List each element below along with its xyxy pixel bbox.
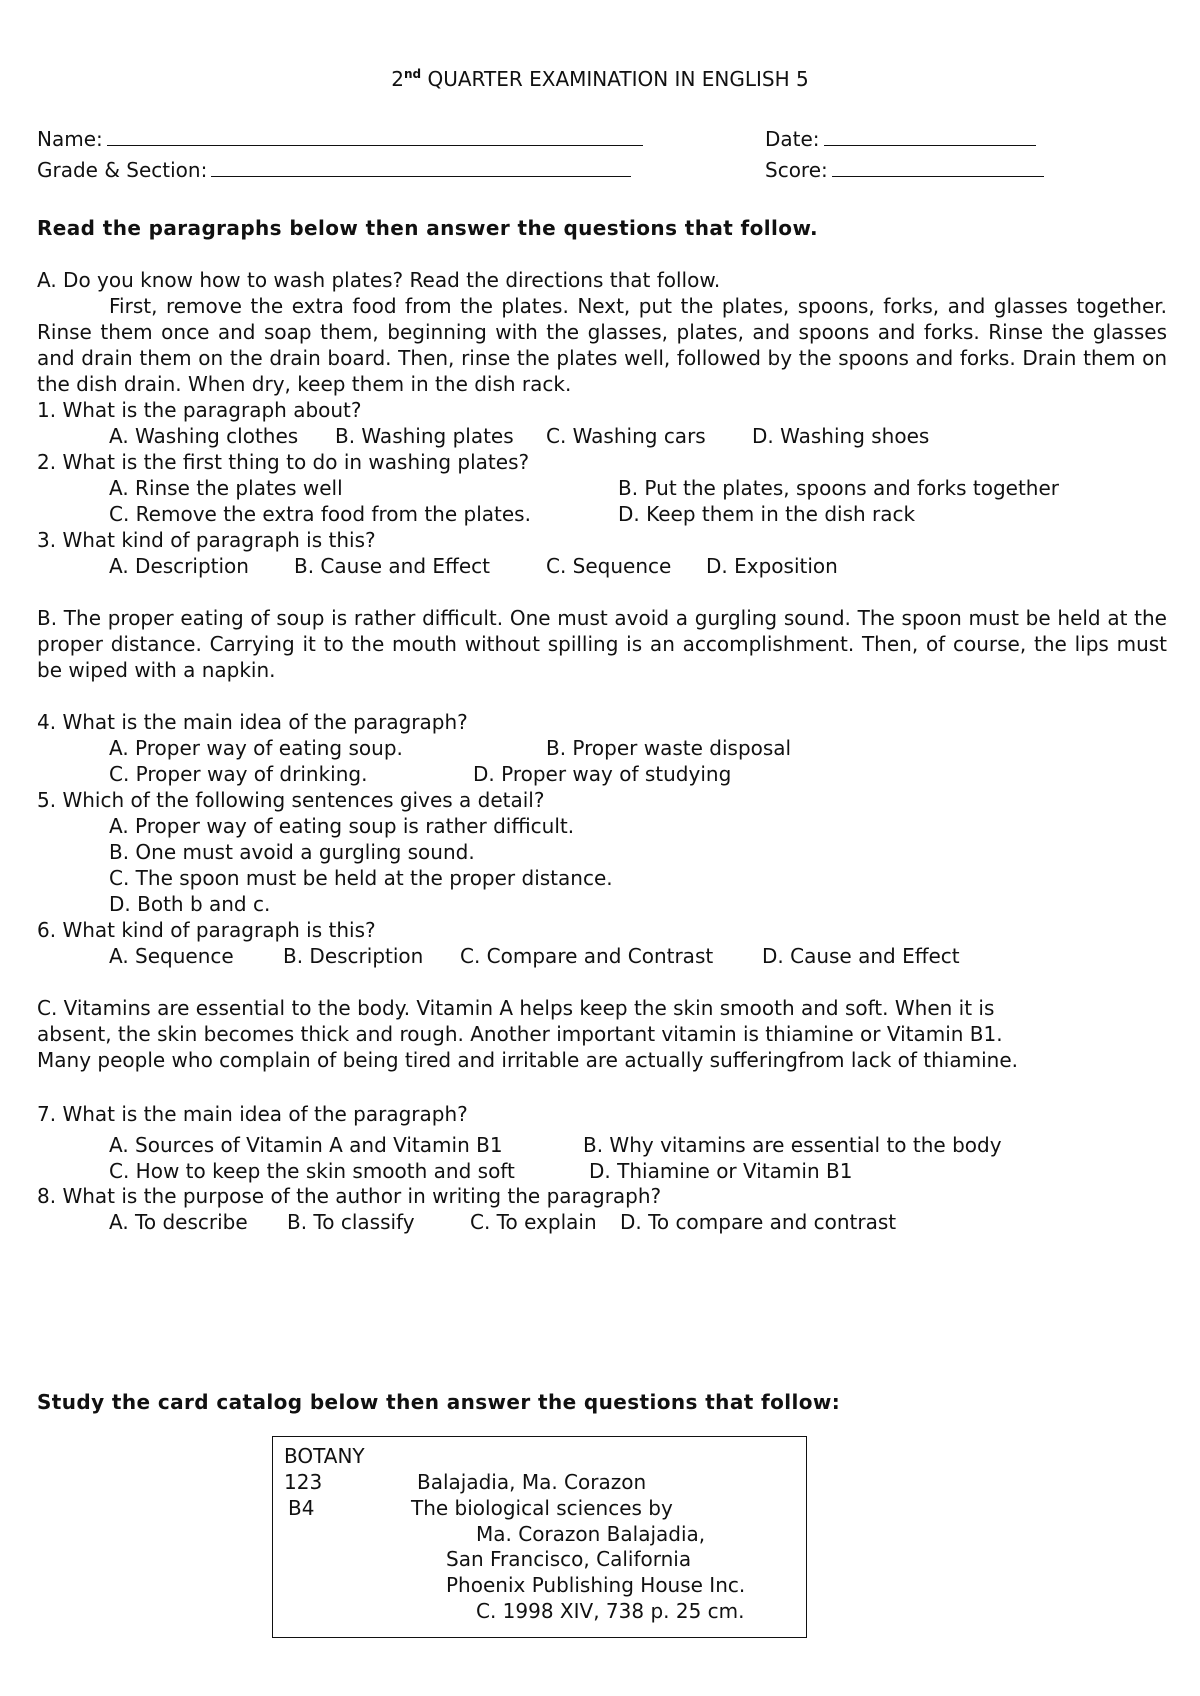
q1-option-d[interactable]: D. Washing shoes	[752, 424, 930, 448]
q7-option-c[interactable]: C. How to keep the skin smooth and soft	[109, 1159, 515, 1183]
instruction-card-catalog: Study the card catalog below then answer the questions that follow:	[37, 1390, 841, 1414]
q2-option-a[interactable]: A. Rinse the plates well	[109, 476, 343, 500]
exam-title	[0, 66, 1200, 92]
section-a-paragraph	[37, 293, 1167, 397]
q5-option-b[interactable]: B. One must avoid a gurgling sound.	[109, 840, 475, 864]
grade-section-label: Grade & Section:	[37, 158, 208, 182]
instruction-paragraphs: Read the paragraphs below then answer the questions that follow.	[37, 216, 819, 240]
section-a-paragraph-text: First, remove the extra food from the plates. Next, put the plates, spoons, forks, and glasses together. Rinse them once and soap them, beginning with the glasses, plates, and spoons and forks. Rinse the glasses and drain them on the drain board. Then, rinse the plates well, followed by the spoons and forks. Drain them on the dish drain. When dry, keep them in the dish rack.	[37, 294, 1167, 396]
title-text: QUARTER EXAMINATION IN ENGLISH 5	[421, 67, 809, 91]
card-subject: BOTANY	[284, 1444, 365, 1468]
name-blank[interactable]	[107, 127, 643, 146]
q4-option-a[interactable]: A. Proper way of eating soup.	[109, 736, 403, 760]
q7-question: 7. What is the main idea of the paragraph?	[37, 1102, 468, 1126]
q6-option-d[interactable]: D. Cause and Effect	[762, 944, 960, 968]
card-by-line: Ma. Corazon Balajadia,	[476, 1522, 706, 1546]
q5-question: 5. Which of the following sentences gives a detail?	[37, 788, 545, 812]
q3-option-a[interactable]: A. Description	[109, 554, 249, 578]
q6-question: 6. What kind of paragraph is this?	[37, 918, 376, 942]
section-c-line-1: C. Vitamins are essential to the body. Vitamin A helps keep the skin smooth and soft. When it is	[37, 996, 995, 1020]
q4-question: 4. What is the main idea of the paragraph?	[37, 710, 468, 734]
q8-option-c[interactable]: C. To explain	[470, 1210, 597, 1234]
q6-option-a[interactable]: A. Sequence	[109, 944, 234, 968]
section-c-line-3: Many people who complain of being tired and irritable are actually sufferingfrom lack of thiamine.	[37, 1048, 1018, 1072]
card-place: San Francisco, California	[446, 1547, 692, 1571]
q8-option-b[interactable]: B. To classify	[287, 1210, 415, 1234]
q8-option-d[interactable]: D. To compare and contrast	[620, 1210, 897, 1234]
q8-option-a[interactable]: A. To describe	[109, 1210, 248, 1234]
date-blank[interactable]	[824, 127, 1036, 146]
q7-option-a[interactable]: A. Sources of Vitamin A and Vitamin B1	[109, 1133, 503, 1157]
q5-option-d[interactable]: D. Both b and c.	[109, 892, 271, 916]
card-call-number-2: B4	[288, 1496, 315, 1520]
q2-question: 2. What is the first thing to do in washing plates?	[37, 450, 530, 474]
title-ordinal: 2	[391, 67, 404, 91]
q7-option-b[interactable]: B. Why vitamins are essential to the body	[583, 1133, 1002, 1157]
name-field	[37, 126, 643, 152]
name-label: Name:	[37, 127, 103, 151]
card-details: C. 1998 XIV, 738 p. 25 cm.	[476, 1599, 745, 1623]
q4-option-c[interactable]: C. Proper way of drinking.	[109, 762, 368, 786]
grade-section-blank[interactable]	[211, 158, 631, 177]
card-publisher: Phoenix Publishing House Inc.	[446, 1573, 746, 1597]
q3-option-c[interactable]: C. Sequence	[546, 554, 672, 578]
q5-option-a[interactable]: A. Proper way of eating soup is rather difficult.	[109, 814, 575, 838]
q4-option-d[interactable]: D. Proper way of studying	[473, 762, 732, 786]
grade-section-field	[37, 157, 631, 183]
q3-option-d[interactable]: D. Exposition	[706, 554, 838, 578]
q3-option-b[interactable]: B. Cause and Effect	[294, 554, 490, 578]
score-field	[765, 157, 1044, 183]
q2-option-c[interactable]: C. Remove the extra food from the plates.	[109, 502, 531, 526]
q5-option-c[interactable]: C. The spoon must be held at the proper distance.	[109, 866, 613, 890]
q6-option-b[interactable]: B. Description	[283, 944, 424, 968]
score-blank[interactable]	[832, 158, 1044, 177]
card-title-line: The biological sciences by	[411, 1496, 673, 1520]
q7-option-d[interactable]: D. Thiamine or Vitamin B1	[589, 1159, 853, 1183]
card-call-number-1: 123	[284, 1470, 323, 1494]
section-c-line-2: absent, the skin becomes thick and rough. Another important vitamin is thiamine or Vitamin B1.	[37, 1022, 1003, 1046]
q1-option-b[interactable]: B. Washing plates	[335, 424, 514, 448]
section-b-paragraph: B. The proper eating of soup is rather difficult. One must avoid a gurgling sound. The spoon must be held at the proper distance. Carrying it to the mouth without spilling is an accomplishment. Then, of course, the lips must be wiped with a napkin.	[37, 606, 1167, 682]
q2-option-b[interactable]: B. Put the plates, spoons and forks together	[618, 476, 1059, 500]
q8-question: 8. What is the purpose of the author in writing the paragraph?	[37, 1184, 662, 1208]
q4-option-b[interactable]: B. Proper waste disposal	[546, 736, 792, 760]
title-ordinal-suffix: nd	[404, 67, 422, 81]
card-author: Balajadia, Ma. Corazon	[417, 1470, 647, 1494]
q1-option-c[interactable]: C. Washing cars	[546, 424, 706, 448]
date-label: Date:	[765, 127, 820, 151]
date-field	[765, 126, 1036, 152]
section-a-intro: A. Do you know how to wash plates? Read the directions that follow.	[37, 268, 721, 292]
q3-question: 3. What kind of paragraph is this?	[37, 528, 376, 552]
q1-question: 1. What is the paragraph about?	[37, 398, 362, 422]
q2-option-d[interactable]: D. Keep them in the dish rack	[618, 502, 916, 526]
q6-option-c[interactable]: C. Compare and Contrast	[460, 944, 714, 968]
q1-option-a[interactable]: A. Washing clothes	[109, 424, 299, 448]
score-label: Score:	[765, 158, 828, 182]
